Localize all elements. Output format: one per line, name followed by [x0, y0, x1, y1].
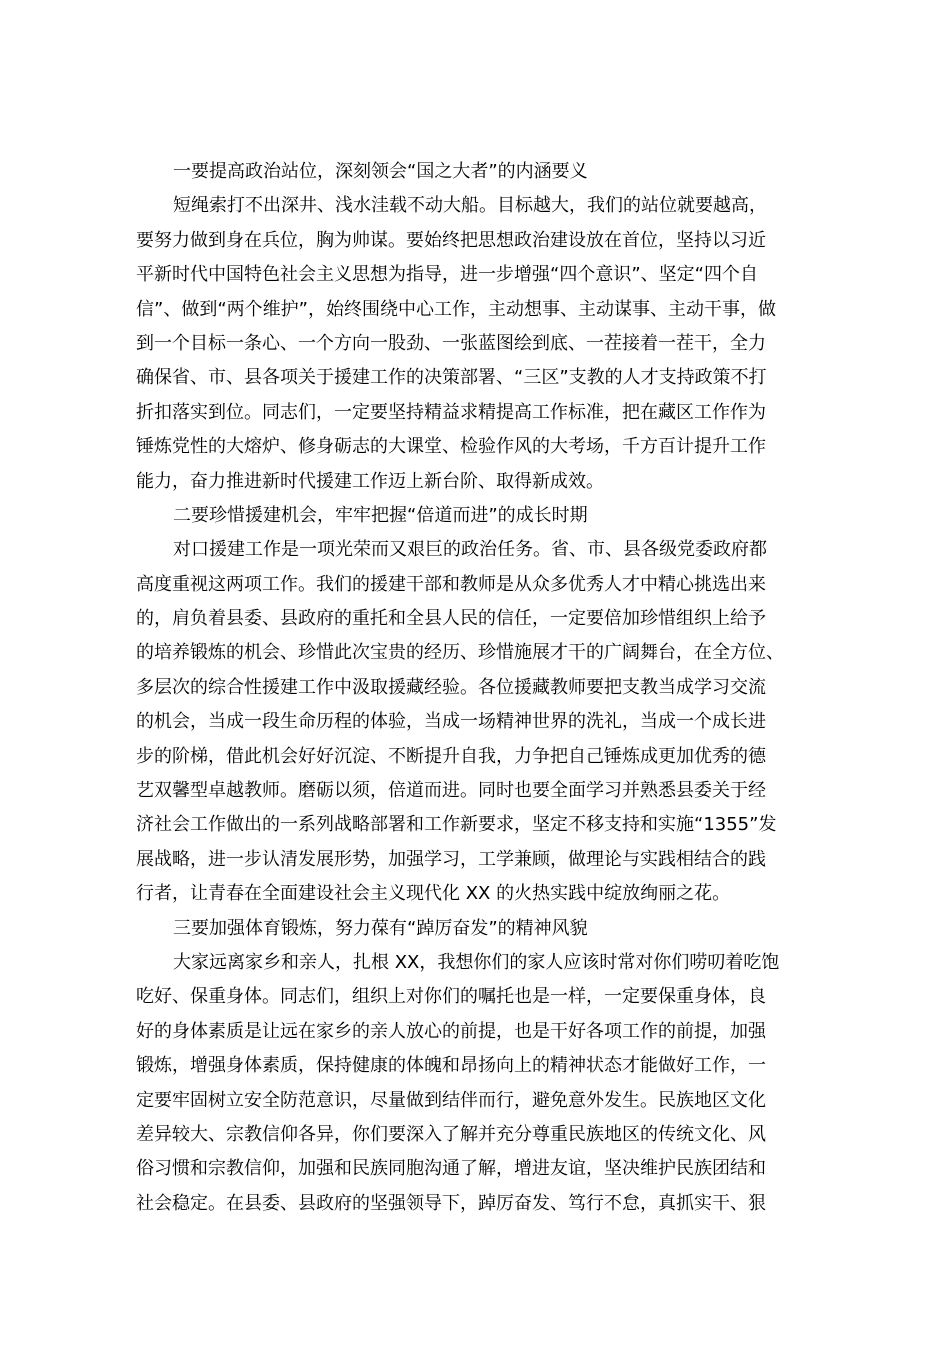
- paragraph-line: 差异较大、宗教信仰各异，你们要深入了解并充分尊重民族地区的传统文化、风: [136, 1123, 766, 1145]
- paragraph-line: 确保省、市、县各项关于援建工作的决策部署、“三区”支教的人才支持政策不打: [136, 367, 767, 389]
- paragraph-line: 信”、做到“两个维护”，始终围绕中心工作，主动想事、主动谋事、主动干事，做: [136, 298, 776, 320]
- paragraph-line: 能力，奋力推进新时代援建工作迈上新台阶、取得新成效。: [136, 470, 604, 492]
- paragraph-line: 大家远离家乡和亲人，扎根 XX，我想你们的家人应该时常对你们唠叨着吃饱: [173, 951, 780, 973]
- section-heading: 一要提高政治站位，深刻领会“国之大者”的内涵要义: [173, 161, 588, 182]
- paragraph-line: 的培养锻炼的机会、珍惜此次宝贵的经历、珍惜施展才干的广阔舞台，在全方位、: [136, 642, 784, 664]
- paragraph-line: 折扣落实到位。同志们，一定要坚持精益求精提高工作标准，把在藏区工作作为: [136, 401, 766, 423]
- paragraph-line: 步的阶梯，借此机会好好沉淀、不断提升自我，力争把自己锤炼成更加优秀的德: [136, 745, 766, 767]
- section-paragraph: [136, 189, 826, 499]
- paragraph-line: 对口援建工作是一项光荣而又艰巨的政治任务。省、市、县各级党委政府都: [173, 539, 767, 561]
- paragraph-line: 好的身体素质是让远在家乡的亲人放心的前提，也是干好各项工作的前提，加强: [136, 1020, 766, 1042]
- section-heading: 二要珍惜援建机会，牢牢把握“倍道而进”的成长时期: [173, 504, 588, 526]
- section-1: [136, 155, 826, 499]
- paragraph-line: 的，肩负着县委、县政府的重托和全县人民的信任，一定要倍加珍惜组织上给予: [136, 608, 766, 630]
- section-2: [136, 499, 826, 912]
- paragraph-line: 平新时代中国特色社会主义思想为指导，进一步增强“四个意识”、坚定“四个自: [136, 264, 758, 286]
- paragraph-line: 到一个目标一条心、一个方向一股劲、一张蓝图绘到底、一茬接着一茬干，全力: [136, 332, 766, 354]
- section-paragraph: [136, 946, 826, 1221]
- paragraph-line: 艺双馨型卓越教师。磨砺以须，倍道而进。同时也要全面学习并熟悉县委关于经: [136, 780, 766, 802]
- paragraph-line: 锻炼，增强身体素质，保持健康的体魄和昂扬向上的精神状态才能做好工作，一: [136, 1055, 766, 1077]
- section-heading: 三要加强体育锻炼，努力葆有“踔厉奋发”的精神风貌: [173, 917, 588, 939]
- document-page: [136, 155, 826, 1221]
- paragraph-line: 行者，让青春在全面建设社会主义现代化 XX 的火热实践中绽放绚丽之花。: [136, 883, 731, 905]
- section-paragraph: [136, 533, 826, 911]
- paragraph-line: 社会稳定。在县委、县政府的坚强领导下，踔厉奋发、笃行不怠，真抓实干、狠: [136, 1192, 766, 1214]
- paragraph-line: 高度重视这两项工作。我们的援建干部和教师是从众多优秀人才中精心挑选出来: [136, 573, 766, 595]
- paragraph-line: 定要牢固树立安全防范意识，尽量做到结伴而行，避免意外发生。民族地区文化: [136, 1089, 766, 1111]
- paragraph-line: 济社会工作做出的一系列战略部署和工作新要求，坚定不移支持和实施“1355”发: [136, 814, 777, 836]
- paragraph-line: 展战略，进一步认清发展形势，加强学习，工学兼顾，做理论与实践相结合的践: [136, 848, 766, 870]
- paragraph-line: 俗习惯和宗教信仰，加强和民族同胞沟通了解，增进友谊，坚决维护民族团结和: [136, 1158, 766, 1180]
- paragraph-line: 要努力做到身在兵位，胸为帅谋。要始终把思想政治建设放在首位，坚持以习近: [136, 229, 766, 251]
- paragraph-line: 多层次的综合性援建工作中汲取援藏经验。各位援藏教师要把支教当成学习交流: [136, 676, 766, 698]
- paragraph-line: 短绳索打不出深井、浅水洼载不动大船。目标越大，我们的站位就要越高，: [173, 195, 767, 217]
- paragraph-line: 吃好、保重身体。同志们，组织上对你们的嘱托也是一样，一定要保重身体，良: [136, 986, 766, 1008]
- paragraph-line: 锤炼党性的大熔炉、修身砺志的大课堂、检验作风的大考场，千方百计提升工作: [136, 436, 766, 458]
- section-3: [136, 912, 826, 1222]
- paragraph-line: 的机会，当成一段生命历程的体验，当成一场精神世界的洗礼，当成一个成长进: [136, 711, 766, 733]
